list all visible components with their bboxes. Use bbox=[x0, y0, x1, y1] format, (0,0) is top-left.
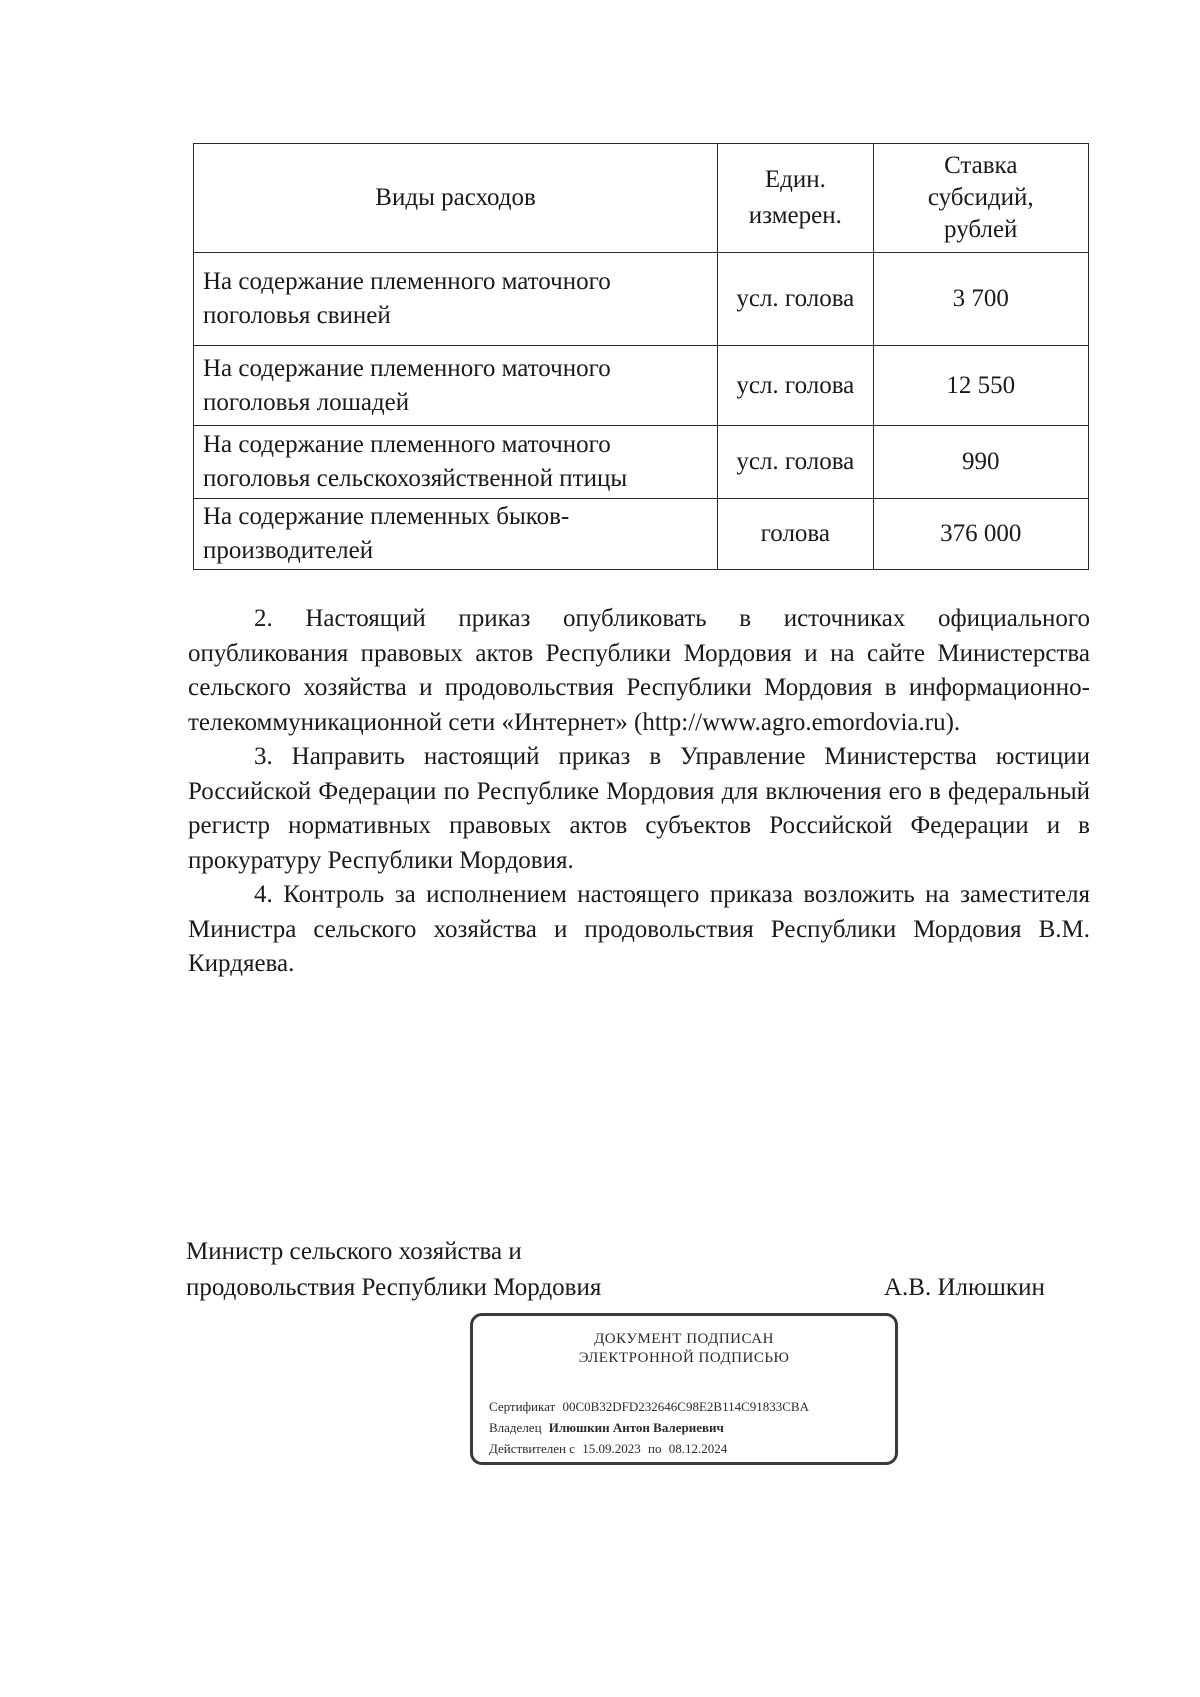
cell-rate: 376 000 bbox=[873, 499, 1088, 570]
table-row bbox=[194, 253, 1089, 346]
owner-value: Илюшкин Антон Валериевич bbox=[548, 1420, 724, 1435]
ministry-website-link[interactable]: http://www.agro.emordovia.ru bbox=[642, 708, 946, 736]
paragraph-4: 4. Контроль за исполнением настоящего приказа возложить на заместителя Министра сельского хозяйства и продовольствия Республики Мордовия В.М. Кирдяева. bbox=[188, 881, 1090, 977]
stamp-title-line-1: ДОКУМЕНТ ПОДПИСАН bbox=[594, 1331, 774, 1347]
table-row bbox=[194, 346, 1089, 426]
stamp-title bbox=[473, 1330, 895, 1368]
cell-rate: 12 550 bbox=[873, 346, 1088, 426]
cell-rate: 990 bbox=[873, 426, 1088, 499]
order-body-text bbox=[188, 602, 1090, 982]
cell-rate: 3 700 bbox=[873, 253, 1088, 346]
cell-unit: усл. голова bbox=[718, 346, 873, 426]
stamp-title-line-2: ЭЛЕКТРОННОЙ ПОДПИСЬЮ bbox=[578, 1350, 790, 1366]
valid-from: 15.09.2023 bbox=[582, 1441, 641, 1456]
valid-to-label: по bbox=[648, 1441, 662, 1456]
header-rate-text: Ставка субсидий, рублей bbox=[927, 152, 1034, 243]
stamp-validity bbox=[489, 1438, 809, 1459]
header-unit bbox=[718, 144, 873, 253]
stamp-owner bbox=[489, 1417, 809, 1438]
table-row bbox=[194, 426, 1089, 499]
cell-expense-type: На содержание племенного маточного поголовья лошадей bbox=[194, 346, 718, 426]
valid-to: 08.12.2024 bbox=[668, 1441, 728, 1456]
cell-expense-type: На содержание племенного маточного поголовья сельскохозяйственной птицы bbox=[194, 426, 718, 499]
owner-label: Владелец bbox=[489, 1420, 542, 1435]
stamp-certificate bbox=[489, 1396, 809, 1417]
paragraph-2-end: ). bbox=[945, 708, 961, 736]
header-unit-text: Един. измерен. bbox=[748, 166, 842, 229]
electronic-signature-stamp bbox=[470, 1313, 898, 1465]
stamp-details bbox=[489, 1396, 809, 1459]
cell-expense-type: На содержание племенных быков-производителей bbox=[194, 499, 718, 570]
certificate-label: Сертификат bbox=[489, 1399, 556, 1414]
table-row bbox=[194, 499, 1089, 570]
cell-unit: усл. голова bbox=[718, 426, 873, 499]
subsidy-rates-table bbox=[193, 143, 1089, 570]
paragraph-3: 3. Направить настоящий приказ в Управление Министерства юстиции Российской Федерации по Республике Мордовия для включения его в федеральный регистр нормативных правовых актов субъектов Российской Федерации и в прокуратуру Республики Мордовия. bbox=[188, 743, 1090, 874]
paragraph-2 bbox=[188, 602, 1090, 740]
signatory-position-line-1: Министр сельского хозяйства и bbox=[186, 1238, 522, 1265]
cell-unit: голова bbox=[718, 499, 873, 570]
paragraph-2-text: 2. Настоящий приказ опубликовать в источниках официального опубликования правовых актов Республики Мордовия и на сайте Министерства сельского хозяйства и продовольствия Республики Мордовия в информационно-телекоммуникационной сети «Интернет» ( bbox=[188, 605, 1090, 736]
signatory-position-line-2: продовольствия Республики Мордовия bbox=[186, 1274, 602, 1301]
header-rate bbox=[873, 144, 1088, 253]
signatory-position bbox=[186, 1234, 601, 1306]
cell-expense-type: На содержание племенного маточного поголовья свиней bbox=[194, 253, 718, 346]
signatory-name: А.В. Илюшкин bbox=[884, 1274, 1045, 1301]
table-header-row bbox=[194, 144, 1089, 253]
valid-label: Действителен с bbox=[489, 1441, 575, 1456]
cell-unit: усл. голова bbox=[718, 253, 873, 346]
certificate-value: 00C0B32DFD232646C98E2B114C91833CBA bbox=[562, 1399, 809, 1414]
header-expense-type: Виды расходов bbox=[194, 144, 718, 253]
